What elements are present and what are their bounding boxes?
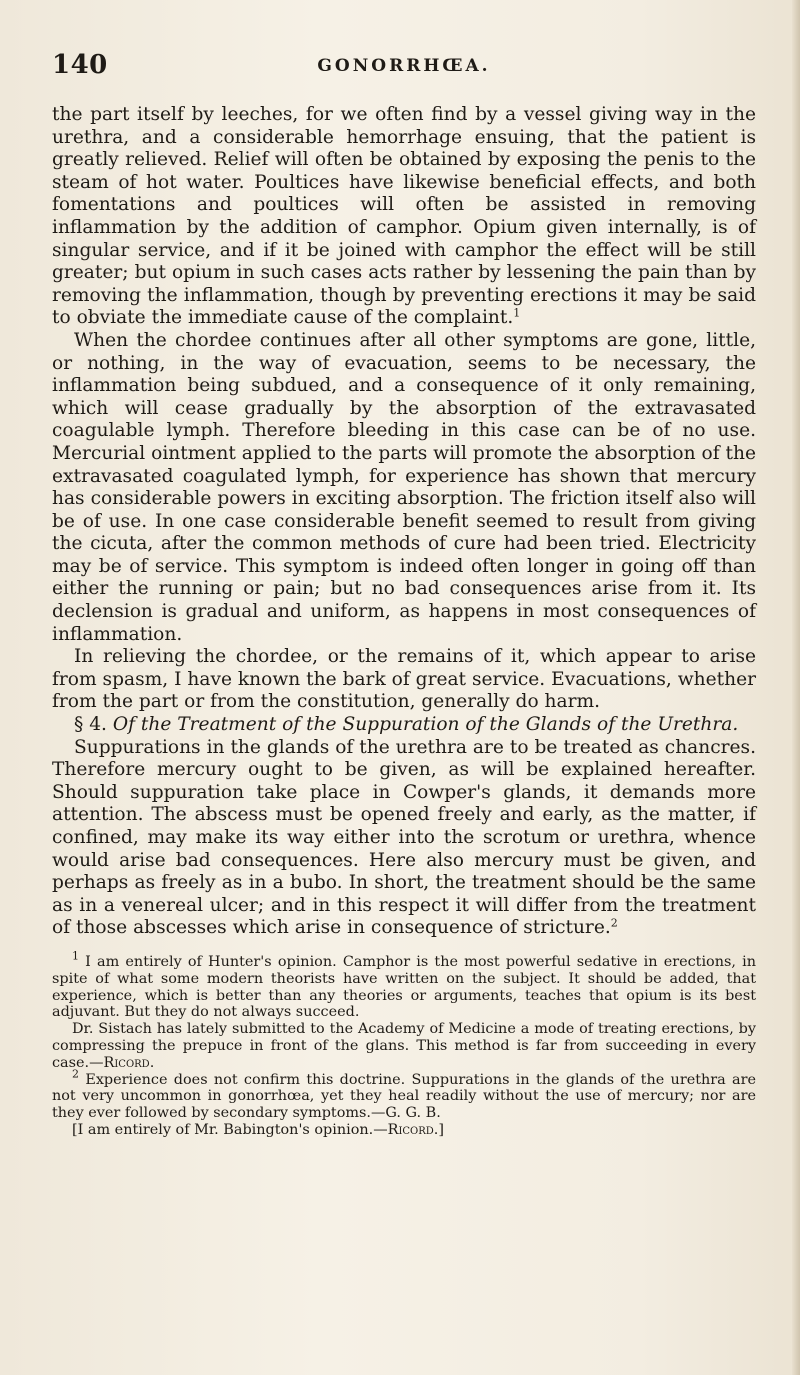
paragraph-3: In relieving the chordee, or the remains of it, which appear to arise from spasm, I have known the bark of great service. Evacuations, whether from the part or from the constitution, generally do harm. [52, 646, 756, 713]
footnote-1b-signature: Ricord. [103, 1054, 155, 1071]
paragraph-4 [52, 737, 756, 940]
footnote-1b-text: Dr. Sistach has lately submitted to the Academy of Medicine a mode of treating erections, by compressing the prepuce in front of the glans. This method is far from succeeding in every case.— [52, 1021, 756, 1071]
footnotes [52, 949, 757, 1139]
running-head: GONORRHŒA. [317, 56, 491, 76]
footnote-ref-1: 1 [513, 306, 521, 320]
section-number: § 4. [74, 714, 107, 736]
paragraph-1-text: the part itself by leeches, for we often find by a vessel giving way in the urethra, and a considerable hemorrhage ensuing, that the patient is greatly relieved. Relief will often be obtained by exposing the penis to the steam of hot water. Poultices have likewise beneficial effects, and both fomentations and poultices will often be assisted in removing inflammation by the addition of camphor. Opium given internally, is of singular service, and if it be joined with camphor the effect will be still greater; but opium in such cases acts rather by lessening the pain than by removing the inflammation, though by preventing erections it may be said to obviate the immediate cause of the complaint. [52, 104, 756, 329]
section-title: Of the Treatment of the Suppuration of the Glands of the Urethra. [112, 714, 739, 736]
page-number: 140 [52, 50, 108, 80]
footnote-2-mark: 2 [72, 1066, 79, 1080]
footnote-1-text: I am entirely of Hunter's opinion. Camphor is the most powerful sedative in erections, in spite of what some modern theorists have written on the subject. It should be added, that experience, which is better than any theories or arguments, teaches that opium is its best adjuvant. But they do not always succeed. [52, 954, 756, 1021]
footnote-2b-text: [I am entirely of Mr. Babington's opinion.— [72, 1121, 388, 1138]
paragraph-1 [52, 104, 756, 330]
body-text [52, 104, 756, 940]
footnote-1-mark: 1 [72, 949, 79, 963]
footnote-ref-2: 2 [610, 916, 618, 930]
footnote-2b-end: ] [438, 1121, 445, 1138]
footnote-2-continued [52, 1122, 756, 1139]
footnote-1 [52, 949, 756, 1021]
footnote-2 [52, 1066, 757, 1122]
section-heading [52, 714, 756, 737]
page-edge-shadow [792, 0, 800, 1375]
paragraph-4-text: Suppurations in the glands of the urethra are to be treated as chancres. Therefore mercury ought to be given, as will be explained hereafter. Should suppuration take place in Cowper's glands, it demands more attention. The abscess must be opened freely and early, as the matter, if confined, may make its way either into the scrotum or urethra, whence would arise bad consequences. Here also mercury must be given, and perhaps as freely as in a bubo. In short, the treatment should be the same as in a venereal ulcer; and in this respect it will differ from the treatment of those abscesses which arise in consequence of stricture. [52, 736, 756, 939]
page-header [52, 50, 756, 86]
footnote-2b-signature: Ricord. [387, 1121, 439, 1138]
footnote-2-text: Experience does not confirm this doctrine. Suppurations in the glands of the urethra are not very uncommon in gonorrhœa, yet they heal readily without the use of mercury; nor are they ever followed by secondary symptoms.—G. G. B. [52, 1071, 757, 1122]
footnote-1-continued [52, 1021, 756, 1071]
paragraph-2: When the chordee continues after all other symptoms are gone, little, or nothing, in the way of evacuation, seems to be necessary, the inflammation being subdued, and a consequence of it only remaining, which will cease gradually by the absorption of the extravasated coagulable lymph. Therefore bleeding in this case can be of no use. Mercurial ointment applied to the parts will promote the absorption of the extravasated coagulated lymph, for experience has shown that mercury has considerable powers in exciting absorption. The friction itself also will be of use. In one case considerable benefit seemed to result from giving the cicuta, after the common methods of cure had been tried. Electricity may be of service. This symptom is indeed often longer in going off than either the running or pain; but no bad consequences arise from it. Its declension is gradual and uniform, as happens in most consequences of inflammation. [52, 329, 756, 645]
